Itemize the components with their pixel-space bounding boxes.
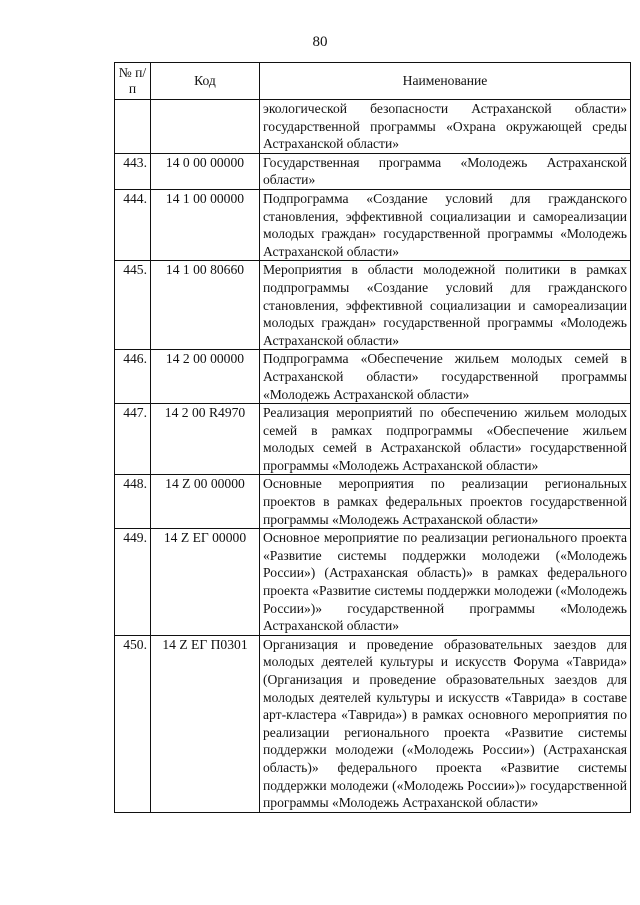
row-num: 448. [115,475,151,529]
row-code [151,100,260,154]
row-num: 443. [115,153,151,189]
header-code: Код [151,63,260,100]
table-row [115,153,631,189]
row-code: 14 2 00 R4970 [151,404,260,475]
table-row [115,350,631,404]
row-name: Организация и проведение образовательных заездов для молодых деятелей культуры и искусств Форума «Таврида» (Организация и проведение образовательных заездов для молодых деятелей культуры и искусств «Таврида» в составе арт-кластера «Таврида») в рамках основного мероприятия по реализации регионального проекта «Развитие системы поддержки молодежи («Молодежь России») (Астраханская область)» федерального проекта «Развитие системы поддержки молодежи («Молодежь России»)» государственной программы «Молодежь Астраханской области» [260,635,631,812]
table-row [115,529,631,636]
table-row [115,475,631,529]
table-row [115,404,631,475]
row-code: 14 1 00 00000 [151,189,260,260]
row-name: Подпрограмма «Обеспечение жильем молодых семей в Астраханской области» государственной программы «Молодежь Астраханской области» [260,350,631,404]
row-code: 14 0 00 00000 [151,153,260,189]
row-num: 450. [115,635,151,812]
table-row [115,261,631,350]
row-num: 445. [115,261,151,350]
row-code: 14 Z 00 00000 [151,475,260,529]
row-num: 444. [115,189,151,260]
registry-table [114,62,631,813]
row-code: 14 2 00 00000 [151,350,260,404]
row-num: 446. [115,350,151,404]
row-num [115,100,151,154]
row-name: Мероприятия в области молодежной политики в рамках подпрограммы «Создание условий для гражданского становления, эффективной социализации и самореализации молодых граждан» государственной программы «Молодежь Астраханской области» [260,261,631,350]
header-num: № п/п [115,63,151,100]
row-num: 447. [115,404,151,475]
table-header-row [115,63,631,100]
row-name: Государственная программа «Молодежь Астраханской области» [260,153,631,189]
row-num: 449. [115,529,151,636]
row-name: Реализация мероприятий по обеспечению жильем молодых семей в рамках подпрограммы «Обеспечение жильем молодых семей в Астраханской области» государственной программы «Молодежь Астраханской области» [260,404,631,475]
row-name: Подпрограмма «Создание условий для гражданского становления, эффективной социализации и самореализации молодых граждан» государственной программы «Молодежь Астраханской области» [260,189,631,260]
table-row [115,635,631,812]
row-name: экологической безопасности Астраханской области» государственной программы «Охрана окружающей среды Астраханской области» [260,100,631,154]
row-code: 14 Z ЕГ 00000 [151,529,260,636]
row-name: Основные мероприятия по реализации региональных проектов в рамках федеральных проектов государственной программы «Молодежь Астраханской области» [260,475,631,529]
table-row [115,189,631,260]
row-name: Основное мероприятие по реализации регионального проекта «Развитие системы поддержки молодежи («Молодежь России») (Астраханская область)» в рамках федерального проекта «Развитие системы поддержки молодежи («Молодежь России»)» государственной программы «Молодежь Астраханской области» [260,529,631,636]
page-number: 80 [312,34,328,50]
header-name: Наименование [260,63,631,100]
row-code: 14 1 00 80660 [151,261,260,350]
table-row [115,100,631,154]
row-code: 14 Z ЕГ П0301 [151,635,260,812]
